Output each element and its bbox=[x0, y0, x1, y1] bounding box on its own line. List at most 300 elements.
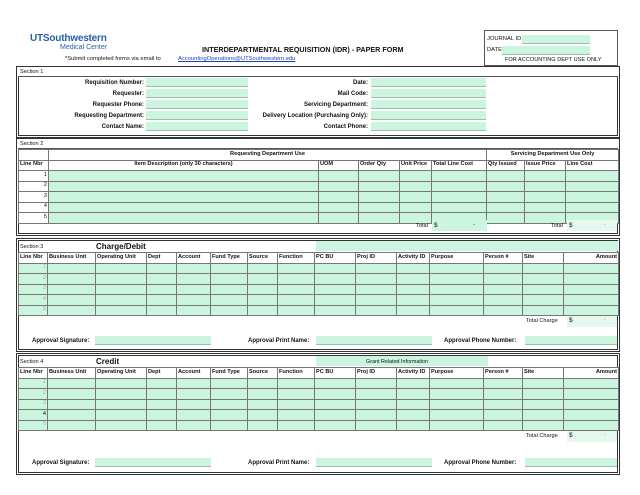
qty-issued-cell[interactable] bbox=[487, 181, 525, 192]
amount-cell[interactable] bbox=[564, 295, 619, 306]
qty-issued-cell[interactable] bbox=[487, 213, 525, 224]
requester-phone-label: Requester Phone: bbox=[92, 102, 144, 108]
table-row bbox=[19, 420, 619, 431]
col-line-cost: Line Cost bbox=[566, 160, 619, 171]
source-cell[interactable] bbox=[248, 420, 278, 431]
business-unit-cell[interactable] bbox=[48, 284, 96, 295]
proj-id-cell[interactable] bbox=[356, 263, 397, 274]
total-line-cost-cell[interactable] bbox=[432, 181, 487, 192]
col-activity-id: Activity ID bbox=[397, 368, 430, 379]
site-cell[interactable] bbox=[523, 263, 564, 274]
fund-type-cell[interactable] bbox=[211, 399, 248, 410]
pc-bu-cell[interactable] bbox=[315, 410, 356, 421]
purpose-cell[interactable] bbox=[430, 389, 484, 400]
account-cell[interactable] bbox=[177, 420, 211, 431]
section4-table bbox=[18, 367, 619, 431]
section3-title: Section 3 bbox=[20, 244, 44, 250]
activity-id-cell[interactable] bbox=[397, 295, 430, 306]
col-fund-type: Fund Type bbox=[211, 253, 248, 264]
date-field[interactable] bbox=[371, 78, 486, 87]
person-number-cell[interactable] bbox=[484, 389, 523, 400]
col-dept: Dept bbox=[147, 368, 177, 379]
source-cell[interactable] bbox=[248, 389, 278, 400]
account-cell[interactable] bbox=[177, 305, 211, 316]
source-cell[interactable] bbox=[248, 263, 278, 274]
fund-type-cell[interactable] bbox=[211, 274, 248, 285]
activity-id-cell[interactable] bbox=[397, 399, 430, 410]
line-number: 1 bbox=[19, 171, 49, 182]
total-line-cost-cell[interactable] bbox=[432, 171, 487, 182]
proj-id-cell[interactable] bbox=[356, 410, 397, 421]
qty-issued-cell[interactable] bbox=[487, 192, 525, 203]
col-activity-id: Activity ID bbox=[397, 253, 430, 264]
unit-price-cell[interactable] bbox=[400, 213, 432, 224]
site-cell[interactable] bbox=[523, 295, 564, 306]
source-cell[interactable] bbox=[248, 295, 278, 306]
section3-total-charge-field[interactable] bbox=[567, 316, 617, 327]
source-cell[interactable] bbox=[248, 305, 278, 316]
accounting-use-note: FOR ACCOUNTING DEPT USE ONLY bbox=[505, 57, 602, 63]
section4-approval-phone-label: Approval Phone Number: bbox=[444, 460, 517, 466]
col-purpose: Purpose bbox=[430, 368, 484, 379]
col-unit-price: Unit Price bbox=[400, 160, 432, 171]
amount-cell[interactable] bbox=[564, 274, 619, 285]
line-number: 4 bbox=[19, 202, 49, 213]
order-qty-cell[interactable] bbox=[359, 192, 400, 203]
amount-cell[interactable] bbox=[564, 420, 619, 431]
purpose-cell[interactable] bbox=[430, 378, 484, 389]
line-number: 4 bbox=[19, 410, 48, 421]
purpose-cell[interactable] bbox=[430, 420, 484, 431]
section4-approval-print-field[interactable] bbox=[316, 458, 432, 467]
dept-cell[interactable] bbox=[147, 378, 177, 389]
dept-cell[interactable] bbox=[147, 420, 177, 431]
section2-table bbox=[18, 149, 619, 224]
col-site: Site bbox=[523, 368, 564, 379]
requisition-number-label: Requisition Number: bbox=[84, 80, 144, 86]
line-cost-cell[interactable] bbox=[566, 181, 619, 192]
credit-title: Credit bbox=[96, 357, 120, 366]
col-uom: UOM bbox=[319, 160, 359, 171]
col-business-unit: Business Unit bbox=[48, 368, 96, 379]
table-row bbox=[19, 192, 619, 203]
requesting-department-label: Requesting Department: bbox=[74, 113, 144, 119]
business-unit-cell[interactable] bbox=[48, 295, 96, 306]
contact-name-field[interactable] bbox=[146, 122, 248, 131]
dept-cell[interactable] bbox=[147, 389, 177, 400]
pc-bu-cell[interactable] bbox=[315, 378, 356, 389]
table-row bbox=[19, 284, 619, 295]
item-description-cell[interactable] bbox=[49, 181, 319, 192]
purpose-cell[interactable] bbox=[430, 295, 484, 306]
date-label: DATE bbox=[487, 47, 503, 53]
line-number: 5 bbox=[19, 305, 48, 316]
delivery-location-field[interactable] bbox=[371, 111, 486, 120]
section3-approval-print-label: Approval Print Name: bbox=[248, 338, 310, 344]
logo-subtitle: Medical Center bbox=[60, 44, 108, 51]
uom-cell[interactable] bbox=[319, 181, 359, 192]
site-cell[interactable] bbox=[523, 305, 564, 316]
col-proj-id: Proj ID bbox=[356, 368, 397, 379]
requesting-dept-use-header: Requesting Department Use bbox=[49, 150, 487, 161]
fund-type-cell[interactable] bbox=[211, 378, 248, 389]
business-unit-cell[interactable] bbox=[48, 378, 96, 389]
unit-price-cell[interactable] bbox=[400, 202, 432, 213]
submit-note: *Submit completed forms via email to bbox=[65, 56, 161, 62]
table-row bbox=[19, 389, 619, 400]
function-cell[interactable] bbox=[278, 274, 315, 285]
account-cell[interactable] bbox=[177, 399, 211, 410]
function-cell[interactable] bbox=[278, 305, 315, 316]
section4-approval-signature-label: Approval Signature: bbox=[32, 460, 90, 466]
pc-bu-cell[interactable] bbox=[315, 389, 356, 400]
issue-price-cell[interactable] bbox=[525, 213, 566, 224]
source-cell[interactable] bbox=[248, 410, 278, 421]
pc-bu-cell[interactable] bbox=[315, 284, 356, 295]
person-number-cell[interactable] bbox=[484, 295, 523, 306]
section4-approval-signature-field[interactable] bbox=[95, 458, 211, 467]
issue-price-cell[interactable] bbox=[525, 181, 566, 192]
proj-id-cell[interactable] bbox=[356, 305, 397, 316]
section3-approval-signature-field[interactable] bbox=[95, 336, 211, 345]
requester-label: Requester: bbox=[112, 91, 144, 97]
line-number: 1 bbox=[19, 378, 48, 389]
site-cell[interactable] bbox=[523, 274, 564, 285]
col-fund-type: Fund Type bbox=[211, 368, 248, 379]
site-cell[interactable] bbox=[523, 410, 564, 421]
function-cell[interactable] bbox=[278, 284, 315, 295]
proj-id-cell[interactable] bbox=[356, 420, 397, 431]
purpose-cell[interactable] bbox=[430, 399, 484, 410]
total-line-cost-cell[interactable] bbox=[432, 202, 487, 213]
source-cell[interactable] bbox=[248, 378, 278, 389]
section3-approval-phone-label: Approval Phone Number: bbox=[444, 338, 517, 344]
proj-id-cell[interactable] bbox=[356, 399, 397, 410]
section2-servicing-total-dash: - bbox=[604, 222, 606, 228]
business-unit-cell[interactable] bbox=[48, 263, 96, 274]
line-number: 1 bbox=[19, 263, 48, 274]
contact-phone-field[interactable] bbox=[371, 122, 486, 131]
operating-unit-cell[interactable] bbox=[96, 389, 147, 400]
item-description-cell[interactable] bbox=[49, 171, 319, 182]
activity-id-cell[interactable] bbox=[397, 420, 430, 431]
uom-cell[interactable] bbox=[319, 171, 359, 182]
site-cell[interactable] bbox=[523, 389, 564, 400]
mail-code-field[interactable] bbox=[371, 89, 486, 98]
date-label-s1: Date: bbox=[352, 80, 368, 86]
col-person-number: Person # bbox=[484, 368, 523, 379]
section3-approval-signature-label: Approval Signature: bbox=[32, 338, 90, 344]
section2-total-label: Total bbox=[416, 223, 428, 229]
uom-cell[interactable] bbox=[319, 202, 359, 213]
operating-unit-cell[interactable] bbox=[96, 263, 147, 274]
purpose-cell[interactable] bbox=[430, 263, 484, 274]
journal-id-field[interactable] bbox=[522, 35, 590, 44]
operating-unit-cell[interactable] bbox=[96, 295, 147, 306]
form-title: INTERDEPARTMENTAL REQUISITION (IDR) - PAPER FORM bbox=[202, 45, 404, 54]
operating-unit-cell[interactable] bbox=[96, 284, 147, 295]
accounting-date-field[interactable] bbox=[502, 46, 590, 55]
amount-cell[interactable] bbox=[564, 305, 619, 316]
function-cell[interactable] bbox=[278, 378, 315, 389]
account-cell[interactable] bbox=[177, 274, 211, 285]
mail-code-label: Mail Code: bbox=[337, 91, 368, 97]
total-line-cost-cell[interactable] bbox=[432, 192, 487, 203]
section2-servicing-total-currency: $ bbox=[569, 222, 573, 229]
amount-cell[interactable] bbox=[564, 410, 619, 421]
person-number-cell[interactable] bbox=[484, 399, 523, 410]
fund-type-cell[interactable] bbox=[211, 295, 248, 306]
person-number-cell[interactable] bbox=[484, 263, 523, 274]
unit-price-cell[interactable] bbox=[400, 192, 432, 203]
line-number: 5 bbox=[19, 420, 48, 431]
pc-bu-cell[interactable] bbox=[315, 420, 356, 431]
order-qty-cell[interactable] bbox=[359, 171, 400, 182]
line-number: 3 bbox=[19, 284, 48, 295]
business-unit-cell[interactable] bbox=[48, 274, 96, 285]
operating-unit-cell[interactable] bbox=[96, 420, 147, 431]
amount-cell[interactable] bbox=[564, 378, 619, 389]
col-qty-issued: Qty Issued bbox=[487, 160, 525, 171]
proj-id-cell[interactable] bbox=[356, 295, 397, 306]
requester-phone-field[interactable] bbox=[146, 100, 248, 109]
source-cell[interactable] bbox=[248, 274, 278, 285]
account-cell[interactable] bbox=[177, 284, 211, 295]
dept-cell[interactable] bbox=[147, 399, 177, 410]
source-cell[interactable] bbox=[248, 284, 278, 295]
line-number: 4 bbox=[19, 295, 48, 306]
activity-id-cell[interactable] bbox=[397, 389, 430, 400]
fund-type-cell[interactable] bbox=[211, 389, 248, 400]
function-cell[interactable] bbox=[278, 263, 315, 274]
site-cell[interactable] bbox=[523, 399, 564, 410]
section1-header bbox=[18, 68, 618, 77]
section2-title: Section 2 bbox=[20, 141, 44, 147]
table-row bbox=[19, 295, 619, 306]
operating-unit-cell[interactable] bbox=[96, 274, 147, 285]
table-row bbox=[19, 263, 619, 274]
site-cell[interactable] bbox=[523, 420, 564, 431]
section4-title: Section 4 bbox=[20, 359, 44, 365]
section3-total-currency: $ bbox=[569, 317, 573, 324]
col-order-qty: Order Qty bbox=[359, 160, 400, 171]
account-cell[interactable] bbox=[177, 295, 211, 306]
col-purpose: Purpose bbox=[430, 253, 484, 264]
grant-info-label: Grant Related Information bbox=[366, 359, 429, 365]
business-unit-cell[interactable] bbox=[48, 305, 96, 316]
dept-cell[interactable] bbox=[147, 295, 177, 306]
fund-type-cell[interactable] bbox=[211, 305, 248, 316]
site-cell[interactable] bbox=[523, 284, 564, 295]
pc-bu-cell[interactable] bbox=[315, 295, 356, 306]
order-qty-cell[interactable] bbox=[359, 202, 400, 213]
requisition-number-field[interactable] bbox=[146, 78, 248, 87]
dept-cell[interactable] bbox=[147, 274, 177, 285]
section3-approval-phone-field[interactable] bbox=[525, 336, 617, 345]
col-account: Account bbox=[177, 253, 211, 264]
operating-unit-cell[interactable] bbox=[96, 410, 147, 421]
section4-total-currency: $ bbox=[569, 432, 573, 439]
fund-type-cell[interactable] bbox=[211, 410, 248, 421]
business-unit-cell[interactable] bbox=[48, 410, 96, 421]
proj-id-cell[interactable] bbox=[356, 274, 397, 285]
function-cell[interactable] bbox=[278, 410, 315, 421]
section4-approval-phone-field[interactable] bbox=[525, 458, 617, 467]
business-unit-cell[interactable] bbox=[48, 420, 96, 431]
account-cell[interactable] bbox=[177, 378, 211, 389]
servicing-department-field[interactable] bbox=[371, 100, 486, 109]
table-row bbox=[19, 274, 619, 285]
proj-id-cell[interactable] bbox=[356, 389, 397, 400]
amount-cell[interactable] bbox=[564, 389, 619, 400]
table-row bbox=[19, 399, 619, 410]
operating-unit-cell[interactable] bbox=[96, 305, 147, 316]
col-business-unit: Business Unit bbox=[48, 253, 96, 264]
amount-cell[interactable] bbox=[564, 263, 619, 274]
function-cell[interactable] bbox=[278, 295, 315, 306]
pc-bu-cell[interactable] bbox=[315, 305, 356, 316]
activity-id-cell[interactable] bbox=[397, 410, 430, 421]
issue-price-cell[interactable] bbox=[525, 202, 566, 213]
col-source: Source bbox=[248, 368, 278, 379]
function-cell[interactable] bbox=[278, 420, 315, 431]
person-number-cell[interactable] bbox=[484, 420, 523, 431]
section4-total-charge-label: Total Charge bbox=[526, 433, 558, 439]
unit-price-cell[interactable] bbox=[400, 181, 432, 192]
unit-price-cell[interactable] bbox=[400, 171, 432, 182]
item-description-cell[interactable] bbox=[49, 192, 319, 203]
activity-id-cell[interactable] bbox=[397, 284, 430, 295]
table-row bbox=[19, 202, 619, 213]
dept-cell[interactable] bbox=[147, 410, 177, 421]
line-number: 2 bbox=[19, 181, 49, 192]
amount-cell[interactable] bbox=[564, 399, 619, 410]
operating-unit-cell[interactable] bbox=[96, 399, 147, 410]
col-function: Function bbox=[278, 368, 315, 379]
col-line-nbr: Line Nbr bbox=[19, 253, 48, 264]
proj-id-cell[interactable] bbox=[356, 284, 397, 295]
function-cell[interactable] bbox=[278, 399, 315, 410]
order-qty-cell[interactable] bbox=[359, 181, 400, 192]
col-account: Account bbox=[177, 368, 211, 379]
person-number-cell[interactable] bbox=[484, 378, 523, 389]
col-issue-price: Issue Price bbox=[525, 160, 566, 171]
qty-issued-cell[interactable] bbox=[487, 171, 525, 182]
proj-id-cell[interactable] bbox=[356, 378, 397, 389]
col-site: Site bbox=[523, 253, 564, 264]
source-cell[interactable] bbox=[248, 399, 278, 410]
section3-header-band bbox=[316, 241, 618, 251]
section2-servicing-total-field[interactable] bbox=[567, 220, 617, 231]
purpose-cell[interactable] bbox=[430, 410, 484, 421]
section2-total-field[interactable] bbox=[432, 220, 487, 231]
col-line-nbr: Line Nbr bbox=[19, 368, 48, 379]
col-operating-unit: Operating Unit bbox=[96, 368, 147, 379]
issue-price-cell[interactable] bbox=[525, 192, 566, 203]
uom-cell[interactable] bbox=[319, 213, 359, 224]
col-line-nbr: Line Nbr bbox=[19, 160, 49, 171]
fund-type-cell[interactable] bbox=[211, 420, 248, 431]
business-unit-cell[interactable] bbox=[48, 389, 96, 400]
pc-bu-cell[interactable] bbox=[315, 263, 356, 274]
section2-total-currency: $ bbox=[434, 222, 438, 229]
account-cell[interactable] bbox=[177, 410, 211, 421]
activity-id-cell[interactable] bbox=[397, 305, 430, 316]
table-row bbox=[19, 410, 619, 421]
activity-id-cell[interactable] bbox=[397, 274, 430, 285]
email-link[interactable]: AccountingOperations@UTSouthwestern.edu bbox=[178, 56, 296, 62]
purpose-cell[interactable] bbox=[430, 284, 484, 295]
account-cell[interactable] bbox=[177, 389, 211, 400]
uom-cell[interactable] bbox=[319, 192, 359, 203]
section1-title: Section 1 bbox=[20, 69, 44, 75]
item-description-cell[interactable] bbox=[49, 213, 319, 224]
dept-cell[interactable] bbox=[147, 284, 177, 295]
qty-issued-cell[interactable] bbox=[487, 202, 525, 213]
line-cost-cell[interactable] bbox=[566, 171, 619, 182]
activity-id-cell[interactable] bbox=[397, 263, 430, 274]
line-number: 3 bbox=[19, 399, 48, 410]
pc-bu-cell[interactable] bbox=[315, 399, 356, 410]
person-number-cell[interactable] bbox=[484, 410, 523, 421]
purpose-cell[interactable] bbox=[430, 305, 484, 316]
fund-type-cell[interactable] bbox=[211, 263, 248, 274]
line-number: 2 bbox=[19, 389, 48, 400]
site-cell[interactable] bbox=[523, 378, 564, 389]
requester-field[interactable] bbox=[146, 89, 248, 98]
pc-bu-cell[interactable] bbox=[315, 274, 356, 285]
business-unit-cell[interactable] bbox=[48, 399, 96, 410]
fund-type-cell[interactable] bbox=[211, 284, 248, 295]
item-description-cell[interactable] bbox=[49, 202, 319, 213]
table-row bbox=[19, 378, 619, 389]
col-source: Source bbox=[248, 253, 278, 264]
activity-id-cell[interactable] bbox=[397, 378, 430, 389]
amount-cell[interactable] bbox=[564, 284, 619, 295]
operating-unit-cell[interactable] bbox=[96, 378, 147, 389]
section4-total-charge-field[interactable] bbox=[567, 431, 617, 442]
line-cost-cell[interactable] bbox=[566, 202, 619, 213]
line-cost-cell[interactable] bbox=[566, 192, 619, 203]
dept-cell[interactable] bbox=[147, 305, 177, 316]
section2-servicing-total-label: Total bbox=[551, 223, 563, 229]
line-number: 5 bbox=[19, 213, 49, 224]
dept-cell[interactable] bbox=[147, 263, 177, 274]
servicing-dept-use-header: Servicing Department Use Only bbox=[487, 150, 619, 161]
order-qty-cell[interactable] bbox=[359, 213, 400, 224]
person-number-cell[interactable] bbox=[484, 274, 523, 285]
purpose-cell[interactable] bbox=[430, 274, 484, 285]
person-number-cell[interactable] bbox=[484, 305, 523, 316]
table-row bbox=[19, 181, 619, 192]
section3-approval-print-field[interactable] bbox=[316, 336, 432, 345]
table-row bbox=[19, 171, 619, 182]
account-cell[interactable] bbox=[177, 263, 211, 274]
line-number: 2 bbox=[19, 274, 48, 285]
servicing-department-label: Servicing Department: bbox=[303, 102, 368, 108]
section3-total-charge-label: Total Charge bbox=[526, 318, 558, 324]
col-item-description: Item Description (only 30 characters) bbox=[49, 160, 319, 171]
contact-phone-label: Contact Phone: bbox=[323, 124, 368, 130]
line-number: 3 bbox=[19, 192, 49, 203]
section2-header bbox=[18, 140, 618, 149]
issue-price-cell[interactable] bbox=[525, 171, 566, 182]
delivery-location-label: Delivery Location (Purchasing Only): bbox=[262, 113, 368, 119]
requesting-department-field[interactable] bbox=[146, 111, 248, 120]
col-operating-unit: Operating Unit bbox=[96, 253, 147, 264]
function-cell[interactable] bbox=[278, 389, 315, 400]
person-number-cell[interactable] bbox=[484, 284, 523, 295]
